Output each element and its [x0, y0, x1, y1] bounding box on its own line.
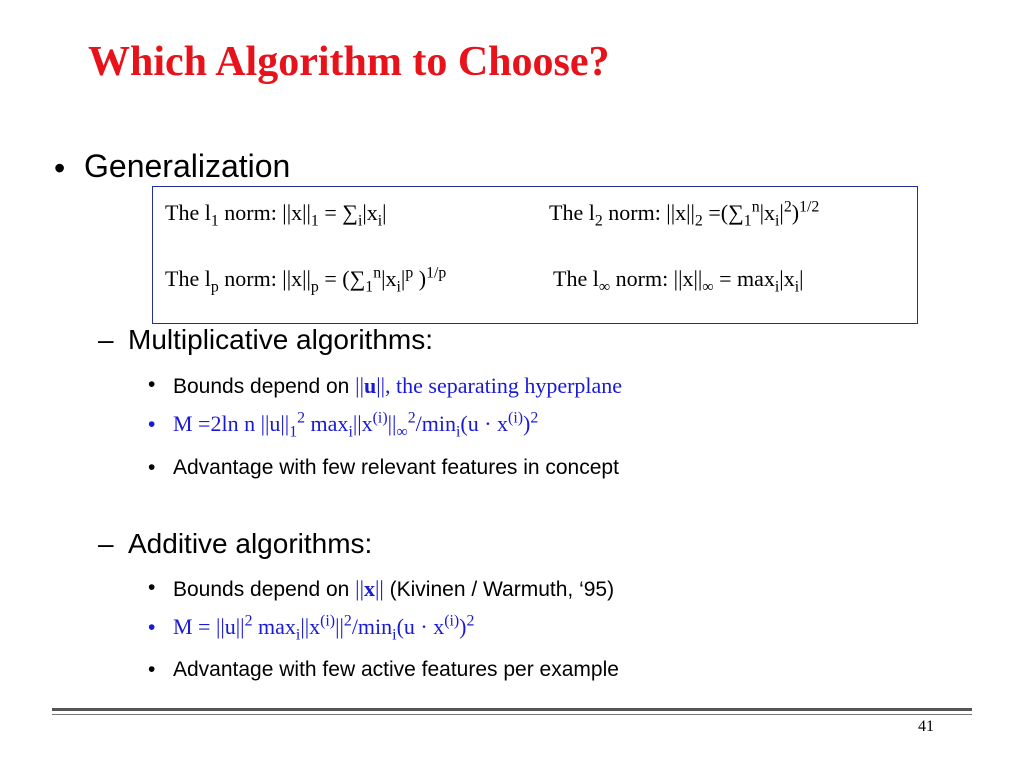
additive-heading: Additive algorithms:	[128, 528, 373, 559]
multiplicative-heading: Multiplicative algorithms:	[128, 324, 433, 355]
footer-rule	[52, 714, 972, 715]
multiplicative-mistake-bound: M =2ln n $||u||_1^2$ $\max_i||x^{(i)}||_\infty^2/\min_i(u \cdot x^{(i)})^2$	[173, 409, 539, 441]
multiplicative-advantage-item: Advantage with few relevant features in concept	[173, 456, 619, 479]
footer-rule	[52, 708, 972, 711]
linf-norm-definition: The $l_\infty$ norm: $||x||_\infty = \max_i|x_i|$	[553, 266, 804, 296]
multiplicative-bound-item: Bounds depend on ||u||, the separating hyperplane	[173, 373, 623, 398]
l1-norm-definition: The $l_1$ norm: $||x||_1 = \sum_i|x_i|$	[165, 200, 387, 230]
bullet-marker: •	[148, 456, 156, 479]
additive-bound-item: Bounds depend on ||x|| (Kivinen / Warmuth, ‘95)	[173, 576, 615, 601]
l2-norm-definition: The $l_2$ norm: $||x||_2 =(\sum_1^n|x_i|^2)^{1/2}$	[549, 198, 820, 230]
slide-title: Which Algorithm to Choose?	[88, 39, 610, 85]
additive-mistake-bound: $M = ||u||^2$ $\max_i||x^{(i)}||^2/\min_i(u \cdot x^{(i)})^2$	[173, 612, 475, 644]
lp-norm-definition: The $l_p$ norm: $||x||_p = (\sum_1^n|x_i|^p$ )$^{1/p}$	[165, 264, 447, 296]
bullet-marker: •	[148, 658, 156, 681]
generalization-heading: Generalization	[84, 148, 291, 184]
additive-advantage-item: Advantage with few active features per example	[173, 658, 619, 681]
dash-marker: –	[98, 528, 114, 559]
bullet-marker: •	[148, 576, 156, 599]
bullet-marker: •	[148, 413, 156, 436]
dash-marker: –	[98, 324, 114, 355]
bullet-marker: •	[148, 373, 156, 396]
bullet-marker: •	[54, 150, 66, 186]
page-number: 41	[918, 718, 934, 735]
bullet-marker: •	[148, 616, 156, 639]
